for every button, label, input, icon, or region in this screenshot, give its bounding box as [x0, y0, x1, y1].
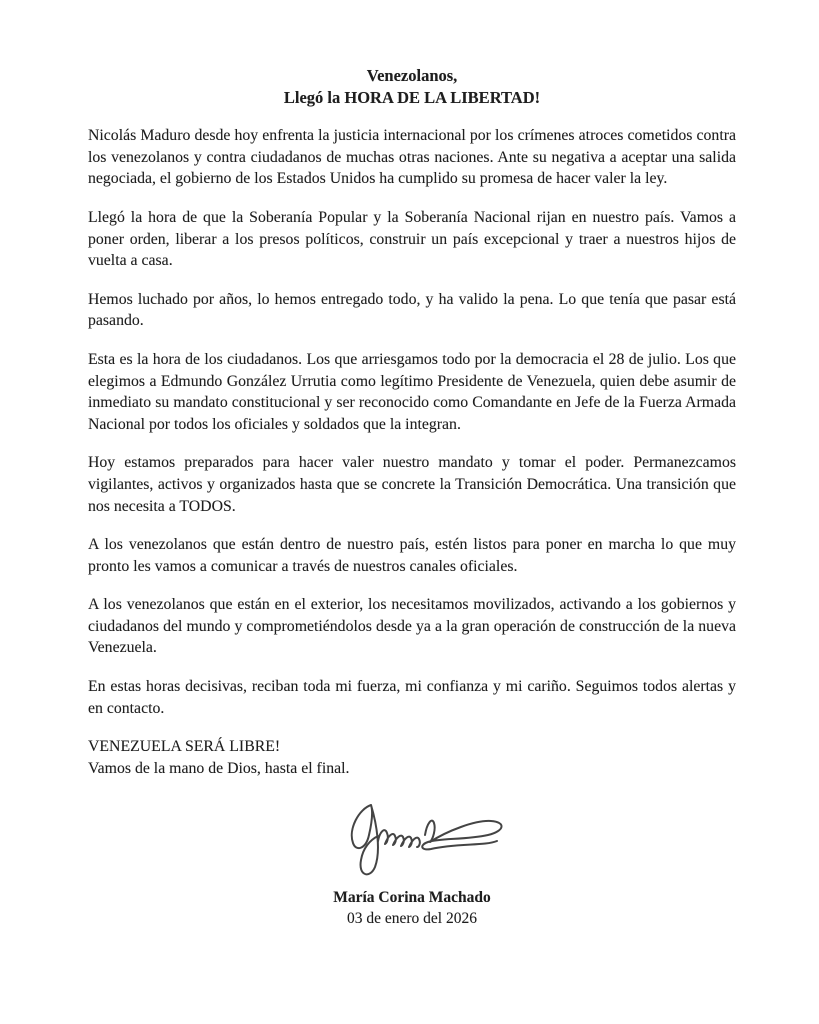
closing-block: [88, 736, 736, 779]
letter-paragraph: Nicolás Maduro desde hoy enfrenta la justicia internacional por los crímenes atroces cometidos contra los venezolanos y contra ciudadanos de muchas otras naciones. Ante su negativa a aceptar una salida negociada, el gobierno de los Estados Unidos ha cumplido su promesa de hacer valer la ley.: [88, 127, 736, 188]
letter-date: 03 de enero del 2026: [347, 910, 477, 928]
title-line-2: Llegó la HORA DE LA LIBERTAD!: [283, 87, 541, 107]
signer-name: María Corina Machado: [333, 889, 491, 907]
closing-farewell: Vamos de la mano de Dios, hasta el final.: [88, 759, 350, 777]
letter-paragraph: Hemos luchado por años, lo hemos entregado todo, y ha valido la pena. Lo que tenía que pasar está pasando.: [88, 290, 736, 330]
letter-paragraph: A los venezolanos que están en el exterior, los necesitamos movilizados, activando a los gobiernos y ciudadanos del mundo y comprometiéndolos desde ya a la gran operación de construcción de la nueva Venezuela.: [88, 596, 736, 657]
handwritten-signature-icon: [335, 789, 517, 883]
closing-slogan: VENEZUELA SERÁ LIBRE!: [88, 738, 281, 756]
letter-paragraph: Esta es la hora de los ciudadanos. Los que arriesgamos todo por la democracia el 28 de julio. Los que elegimos a Edmundo González Urrutia como legítimo Presidente de Venezuela, quien debe asumir de inmediato su mandato constitucional y ser reconocido como Comandante en Jefe de la Fuerza Armada Nacional por todos los oficiales y soldados que la integran.: [88, 350, 736, 433]
letter-paragraph: A los venezolanos que están dentro de nuestro país, estén listos para poner en marcha lo que muy pronto les vamos a comunicar a través de nuestros canales oficiales.: [88, 536, 736, 575]
letter-title: [88, 65, 736, 108]
letter-paragraph: En estas horas decisivas, reciban toda mi fuerza, mi confianza y mi cariño. Seguimos todos alertas y en contacto.: [88, 678, 736, 717]
signature-area: [116, 789, 736, 885]
letter-paragraph: Llegó la hora de que la Soberanía Popular y la Soberanía Nacional rijan en nuestro país. Vamos a poner orden, liberar a los presos políticos, construir un país excepcional y traer a nuestros hijos de vuelta a casa.: [88, 208, 736, 270]
letter-paragraph: Hoy estamos preparados para hacer valer nuestro mandato y tomar el poder. Permanezcamos vigilantes, activos y organizados hasta que se concrete la Transición Democrática. Una transición que nos necesita a TODOS.: [88, 454, 736, 515]
title-line-1: Venezolanos,: [366, 66, 458, 85]
